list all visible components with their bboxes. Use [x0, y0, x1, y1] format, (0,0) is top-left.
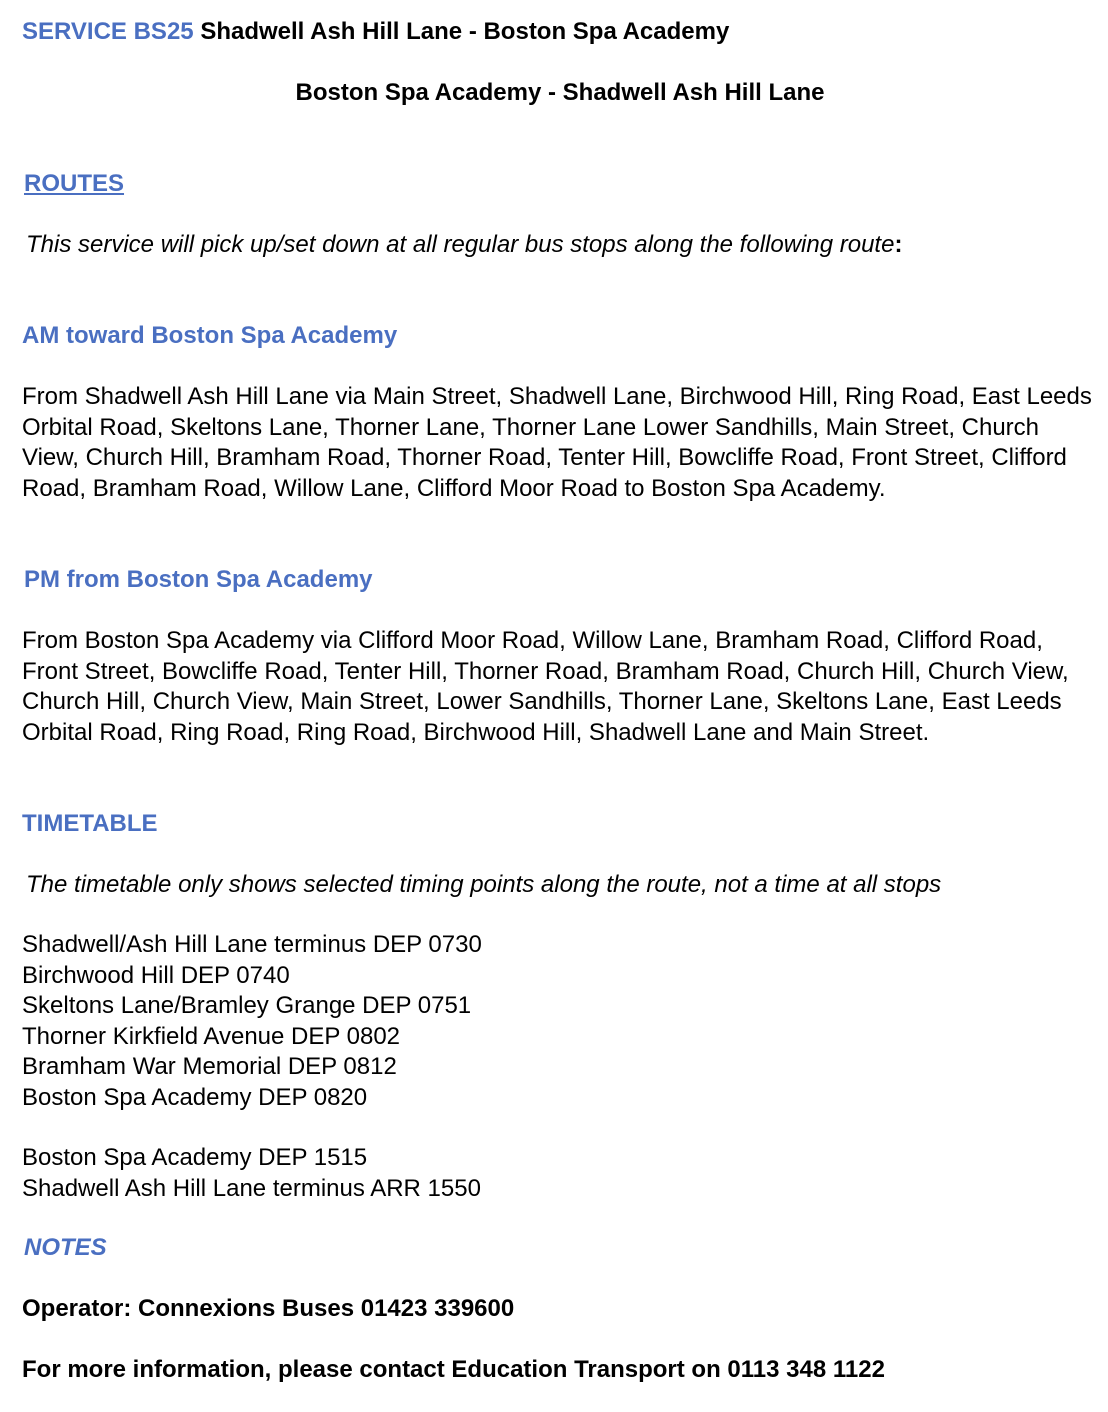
- timing-point: Shadwell/Ash Hill Lane terminus DEP 0730: [22, 931, 482, 958]
- route-title: Shadwell Ash Hill Lane - Boston Spa Academy: [200, 18, 730, 45]
- timing-point: Thorner Kirkfield Avenue DEP 0802: [22, 1022, 401, 1050]
- service-code: SERVICE BS25: [22, 18, 194, 45]
- pm-route-heading: PM from Boston Spa Academy: [24, 566, 373, 593]
- routes-intro: [26, 230, 902, 261]
- operator-info: Operator: Connexions Buses 01423 339600: [22, 1295, 515, 1322]
- timetable-note: The timetable only shows selected timing points along the route, not a time at all stops: [26, 871, 942, 898]
- timetable-heading: TIMETABLE: [22, 810, 158, 837]
- routes-intro-text: This service will pick up/set down at all regular bus stops along the following route: [26, 231, 895, 258]
- am-timing-points: [22, 930, 482, 1113]
- notes-heading: NOTES: [24, 1234, 107, 1261]
- contact-info: For more information, please contact Education Transport on 0113 348 1122: [22, 1356, 885, 1383]
- return-route-title: Boston Spa Academy - Shadwell Ash Hill Lane: [295, 79, 825, 106]
- page-title: [22, 17, 729, 48]
- am-route-heading: AM toward Boston Spa Academy: [22, 322, 398, 349]
- timing-point: Skeltons Lane/Bramley Grange DEP 0751: [22, 992, 472, 1019]
- timing-point: Shadwell Ash Hill Lane terminus ARR 1550: [22, 1174, 481, 1202]
- routes-intro-colon: :: [894, 231, 903, 258]
- pm-timing-points: [22, 1143, 481, 1204]
- pm-route-description: From Boston Spa Academy via Clifford Moor Road, Willow Lane, Bramham Road, Clifford Road, Front Street, Bowcliffe Road, Tenter Hill, Thorner Road, Bramham Road, Church Hill, Church View, Church Hill, Church View, Main Street, Lower Sandhills, Thorner Lane, Skeltons Lane, East Leeds Orbital Road, Ring Road, Ring Road, Birchwood Hill, Shadwell Lane and Main Street.: [22, 627, 1069, 746]
- timing-point: Boston Spa Academy DEP 0820: [22, 1083, 368, 1111]
- timing-point: Bramham War Memorial DEP 0812: [22, 1053, 397, 1080]
- routes-heading: ROUTES: [24, 170, 125, 197]
- am-route-description: From Shadwell Ash Hill Lane via Main Street, Shadwell Lane, Birchwood Hill, Ring Road, East Leeds Orbital Road, Skeltons Lane, Thorner Lane, Thorner Lane Lower Sandhills, Main Street, Church View, Church Hill, Bramham Road, Thorner Road, Tenter Hill, Bowcliffe Road, Front Street, Clifford Road, Bramham Road, Willow Lane, Clifford Moor Road to Boston Spa Academy.: [22, 383, 1092, 502]
- timing-point: Boston Spa Academy DEP 1515: [22, 1144, 368, 1171]
- timing-point: Birchwood Hill DEP 0740: [22, 961, 290, 989]
